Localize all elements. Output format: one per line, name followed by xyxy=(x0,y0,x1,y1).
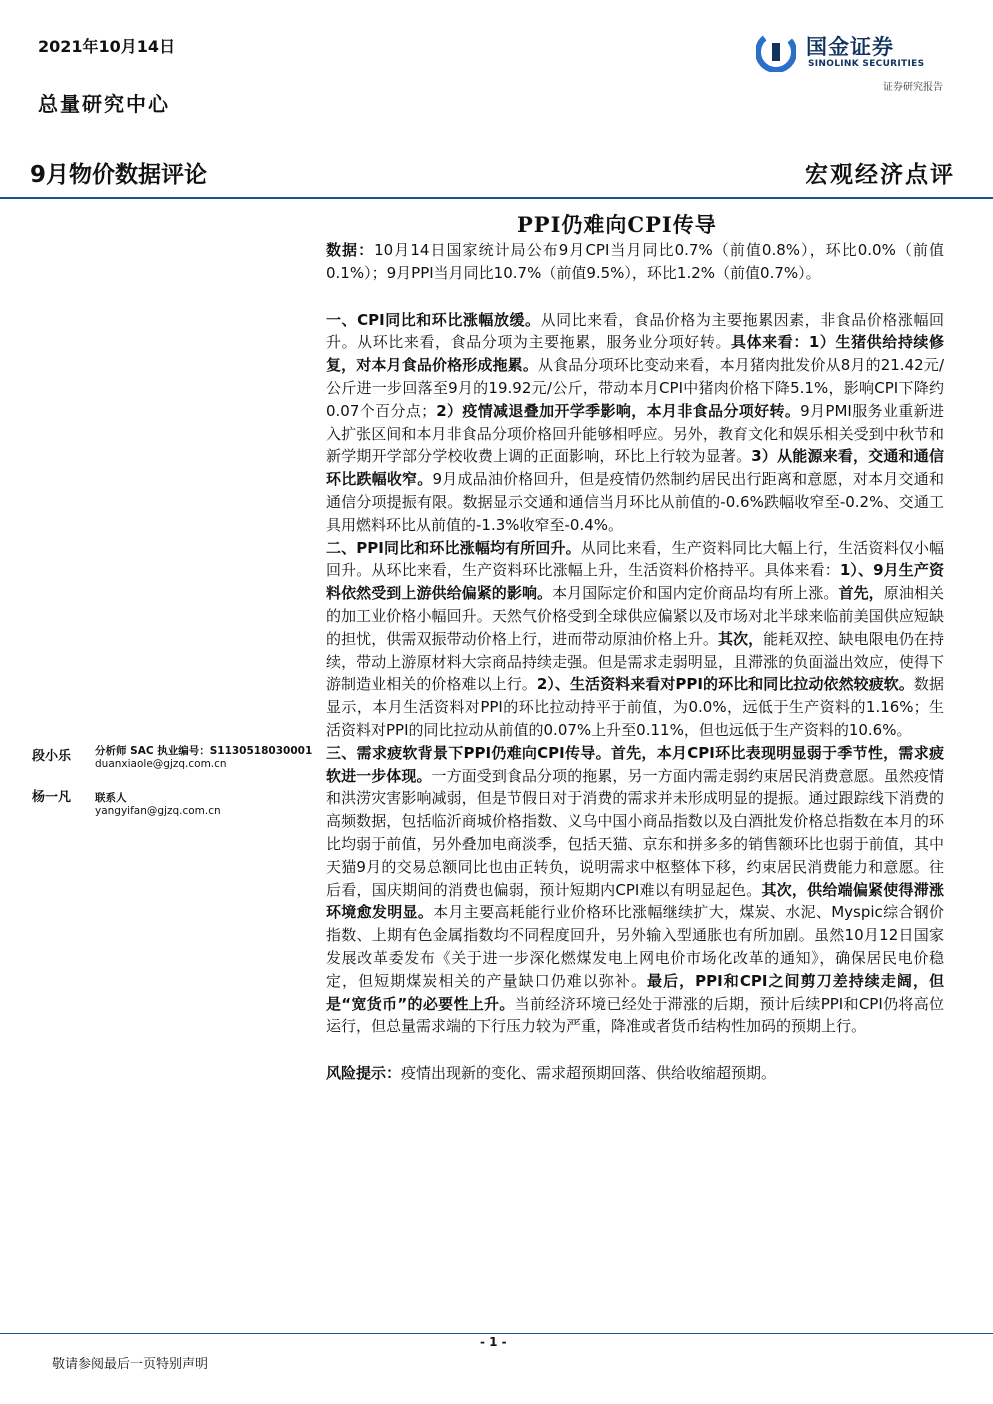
cpi-bold-4: 3）从能源来看，交通和通信环比跌幅收窄。 xyxy=(326,447,944,489)
ppi-text-2: 本月国际定价和国内定价商品均有所上涨。 xyxy=(552,584,839,603)
data-paragraph xyxy=(326,239,944,285)
report-title: 9月物价数据评论 xyxy=(30,162,208,188)
cpi-text-2: 从食品分项环比变动来看，本月猪肉批发价从8月的21.42元/公斤进一步回落至9月的19.92元/公斤，带动本月CPI中猪肉价格下降5.1%，影响CPI下降约0.07个百分点； xyxy=(326,356,944,420)
data-text: 10月14日国家统计局公布9月CPI当月同比0.7%（前值0.8%），环比0.0%（前值0.1%）；9月PPI当月同比10.7%（前值9.5%），环比1.2%（前值0.7%）。 xyxy=(326,241,944,282)
article-heading: PPI仍难向CPI传导 xyxy=(517,212,717,237)
cpi-text-3: 9月PMI服务业重新进入扩张区间和本月非食品分项价格回升能够相呼应。另外，教育文化和娱乐相关受到中秋节和新学期开学部分学校收费上调的正面影响，环比上行较为显著。 xyxy=(326,401,944,466)
risk-label: 风险提示： xyxy=(326,1064,402,1083)
risk-paragraph xyxy=(326,1062,944,1085)
author-role: 联系人 xyxy=(95,792,127,804)
logo-mark-icon xyxy=(756,32,796,72)
logo-english-name: SINOLINK SECURITIES xyxy=(808,59,925,69)
cpi-bold-2: 具体来看：1）生猪供给持续修复，对本月食品价格形成拖累。 xyxy=(326,333,944,375)
ppi-text-1: 从同比来看，生产资料同比大幅上行，生活资料仅小幅回升。从环比来看，生产资料环比涨幅上升，生活资料价格持平。具体来看： xyxy=(326,538,944,580)
ppi-bold-5: 2）、生活资料来看对PPI的环比和同比拉动依然较疲软。 xyxy=(536,675,914,694)
author-info xyxy=(95,745,315,771)
cpi-text-4: 9月成品油价格回升，但是疫情仍然制约居民出行距离和意愿，对本月交通和通信分项提振有限。数据显示交通和通信当月环比从前值的-0.6%跌幅收窄至-0.2%、交通工具用燃料环比从前值的-1.3%收窄至-0.4%。 xyxy=(326,470,944,534)
cpi-paragraph xyxy=(326,309,944,537)
author-name: 杨一凡 xyxy=(32,790,72,805)
author-email[interactable]: duanxiaole@gjzq.com.cn xyxy=(95,758,227,770)
transmission-bold-1: 三、需求疲软背景下PPI仍难向CPI传导。首先，本月CPI环比表现明显弱于季节性，需求疲软进一步体现。 xyxy=(326,743,944,785)
author-email[interactable]: yangyifan@gjzq.com.cn xyxy=(95,805,221,817)
footer-disclaimer: 敬请参阅最后一页特别声明 xyxy=(52,1357,209,1372)
transmission-text-3: 当前经济环境已经处于滞涨的后期，预计后续PPI和CPI仍将高位运行，但总量需求端的下行压力较为严重，降准或者货币结构性加码的预期上行。 xyxy=(326,994,944,1036)
risk-text: 疫情出现新的变化、需求超预期回落、供给收缩超预期。 xyxy=(401,1064,777,1083)
ppi-bold-1: 二、PPI同比和环比涨幅均有所回升。 xyxy=(326,538,581,557)
cpi-text-1: 从同比来看，食品价格为主要拖累因素，非食品价格涨幅回升。从环比来看，食品分项为主要拖累，服务业分项好转。 xyxy=(326,310,944,352)
ppi-bold-3: 首先， xyxy=(838,584,884,603)
article-body xyxy=(326,239,944,1085)
ppi-bold-2: 1）、9月生产资料依然受到上游供给偏紧的影响。 xyxy=(326,561,944,603)
author-role: 分析师 SAC 执业编号：S1130518030001 xyxy=(95,745,313,757)
report-category: 宏观经济点评 xyxy=(805,161,955,188)
cpi-bold-3: 2）疫情减退叠加开学季影响，本月非食品分项好转。 xyxy=(436,401,801,420)
cpi-bold-1: 一、CPI同比和环比涨幅放缓。 xyxy=(326,310,541,329)
ppi-text-4: 能耗双控、缺电限电仍在持续，带动上游原材料大宗商品持续走强。但是需求走弱明显，且滞涨的负面溢出效应，使得下游制造业相关的价格难以上行。 xyxy=(326,629,944,694)
transmission-paragraph xyxy=(326,742,944,1038)
ppi-text-5: 数据显示，本月生活资料对PPI的环比拉动持平于前值，为0.0%，远低于生产资料的1.16%；生活资料对PPI的同比拉动从前值的0.07%上升至0.11%，但也远低于生产资料的10.6%。 xyxy=(326,675,944,739)
ppi-paragraph xyxy=(326,537,944,742)
company-logo xyxy=(756,30,946,74)
logo-chinese-name: 国金证券 xyxy=(806,35,894,59)
footer-divider xyxy=(0,1333,993,1334)
page-number: - 1 - xyxy=(480,1335,507,1349)
report-date: 2021年10月14日 xyxy=(38,37,176,56)
transmission-text-1: 一方面受到食品分项的拖累，另一方面内需走弱约束居民消费意愿。虽然疫情和洪涝灾害影响减弱，但是节假日对于消费的需求并未形成明显的提振。通过跟踪线下消费的高频数据，包括临沂商城价格指数、义乌中国小商品指数以及白酒批发价格总指数在本月的环比均弱于前值，另外叠加电商淡季，包括天猫、京东和拼多多的销售额环比也弱于前值，其中天猫9月的交易总额同比也由正转负，说明需求中枢整体下移，约束居民消费能力和意愿。往后看，国庆期间的消费也偏弱，预计短期内CPI难以有明显起色。 xyxy=(326,766,944,899)
header-divider xyxy=(0,197,993,199)
ppi-text-3: 原油相关的加工业价格小幅回升。天然气价格受到全球供应偏紧以及市场对北半球来临前美国供应短缺的担忧，供需双振带动价格上行，进而带动原油价格上升。 xyxy=(326,584,944,648)
department-name: 总量研究中心 xyxy=(38,92,170,116)
data-label: 数据： xyxy=(326,241,375,259)
author-name: 段小乐 xyxy=(32,749,72,764)
author-info xyxy=(95,792,315,818)
transmission-bold-3: 最后，PPI和CPI之间剪刀差持续走阔，但是“宽货币”的必要性上升。 xyxy=(326,971,944,1013)
ppi-bold-4: 其次， xyxy=(717,629,764,648)
transmission-text-2: 本月主要高耗能行业价格环比涨幅继续扩大，煤炭、水泥、Myspic综合钢价指数、上期有色金属指数均不同程度回升，另外输入型通胀也有所加剧。虽然10月12日国家发展改革委发布《关于进一步深化燃煤发电上网电价市场化改革的通知》，确保居民电价稳定，但短期煤炭相关的产量缺口仍难以弥补。 xyxy=(326,903,944,990)
report-type: 证券研究报告 xyxy=(883,82,943,93)
transmission-bold-2: 其次，供给端偏紧使得滞涨环境愈发明显。 xyxy=(326,880,944,922)
